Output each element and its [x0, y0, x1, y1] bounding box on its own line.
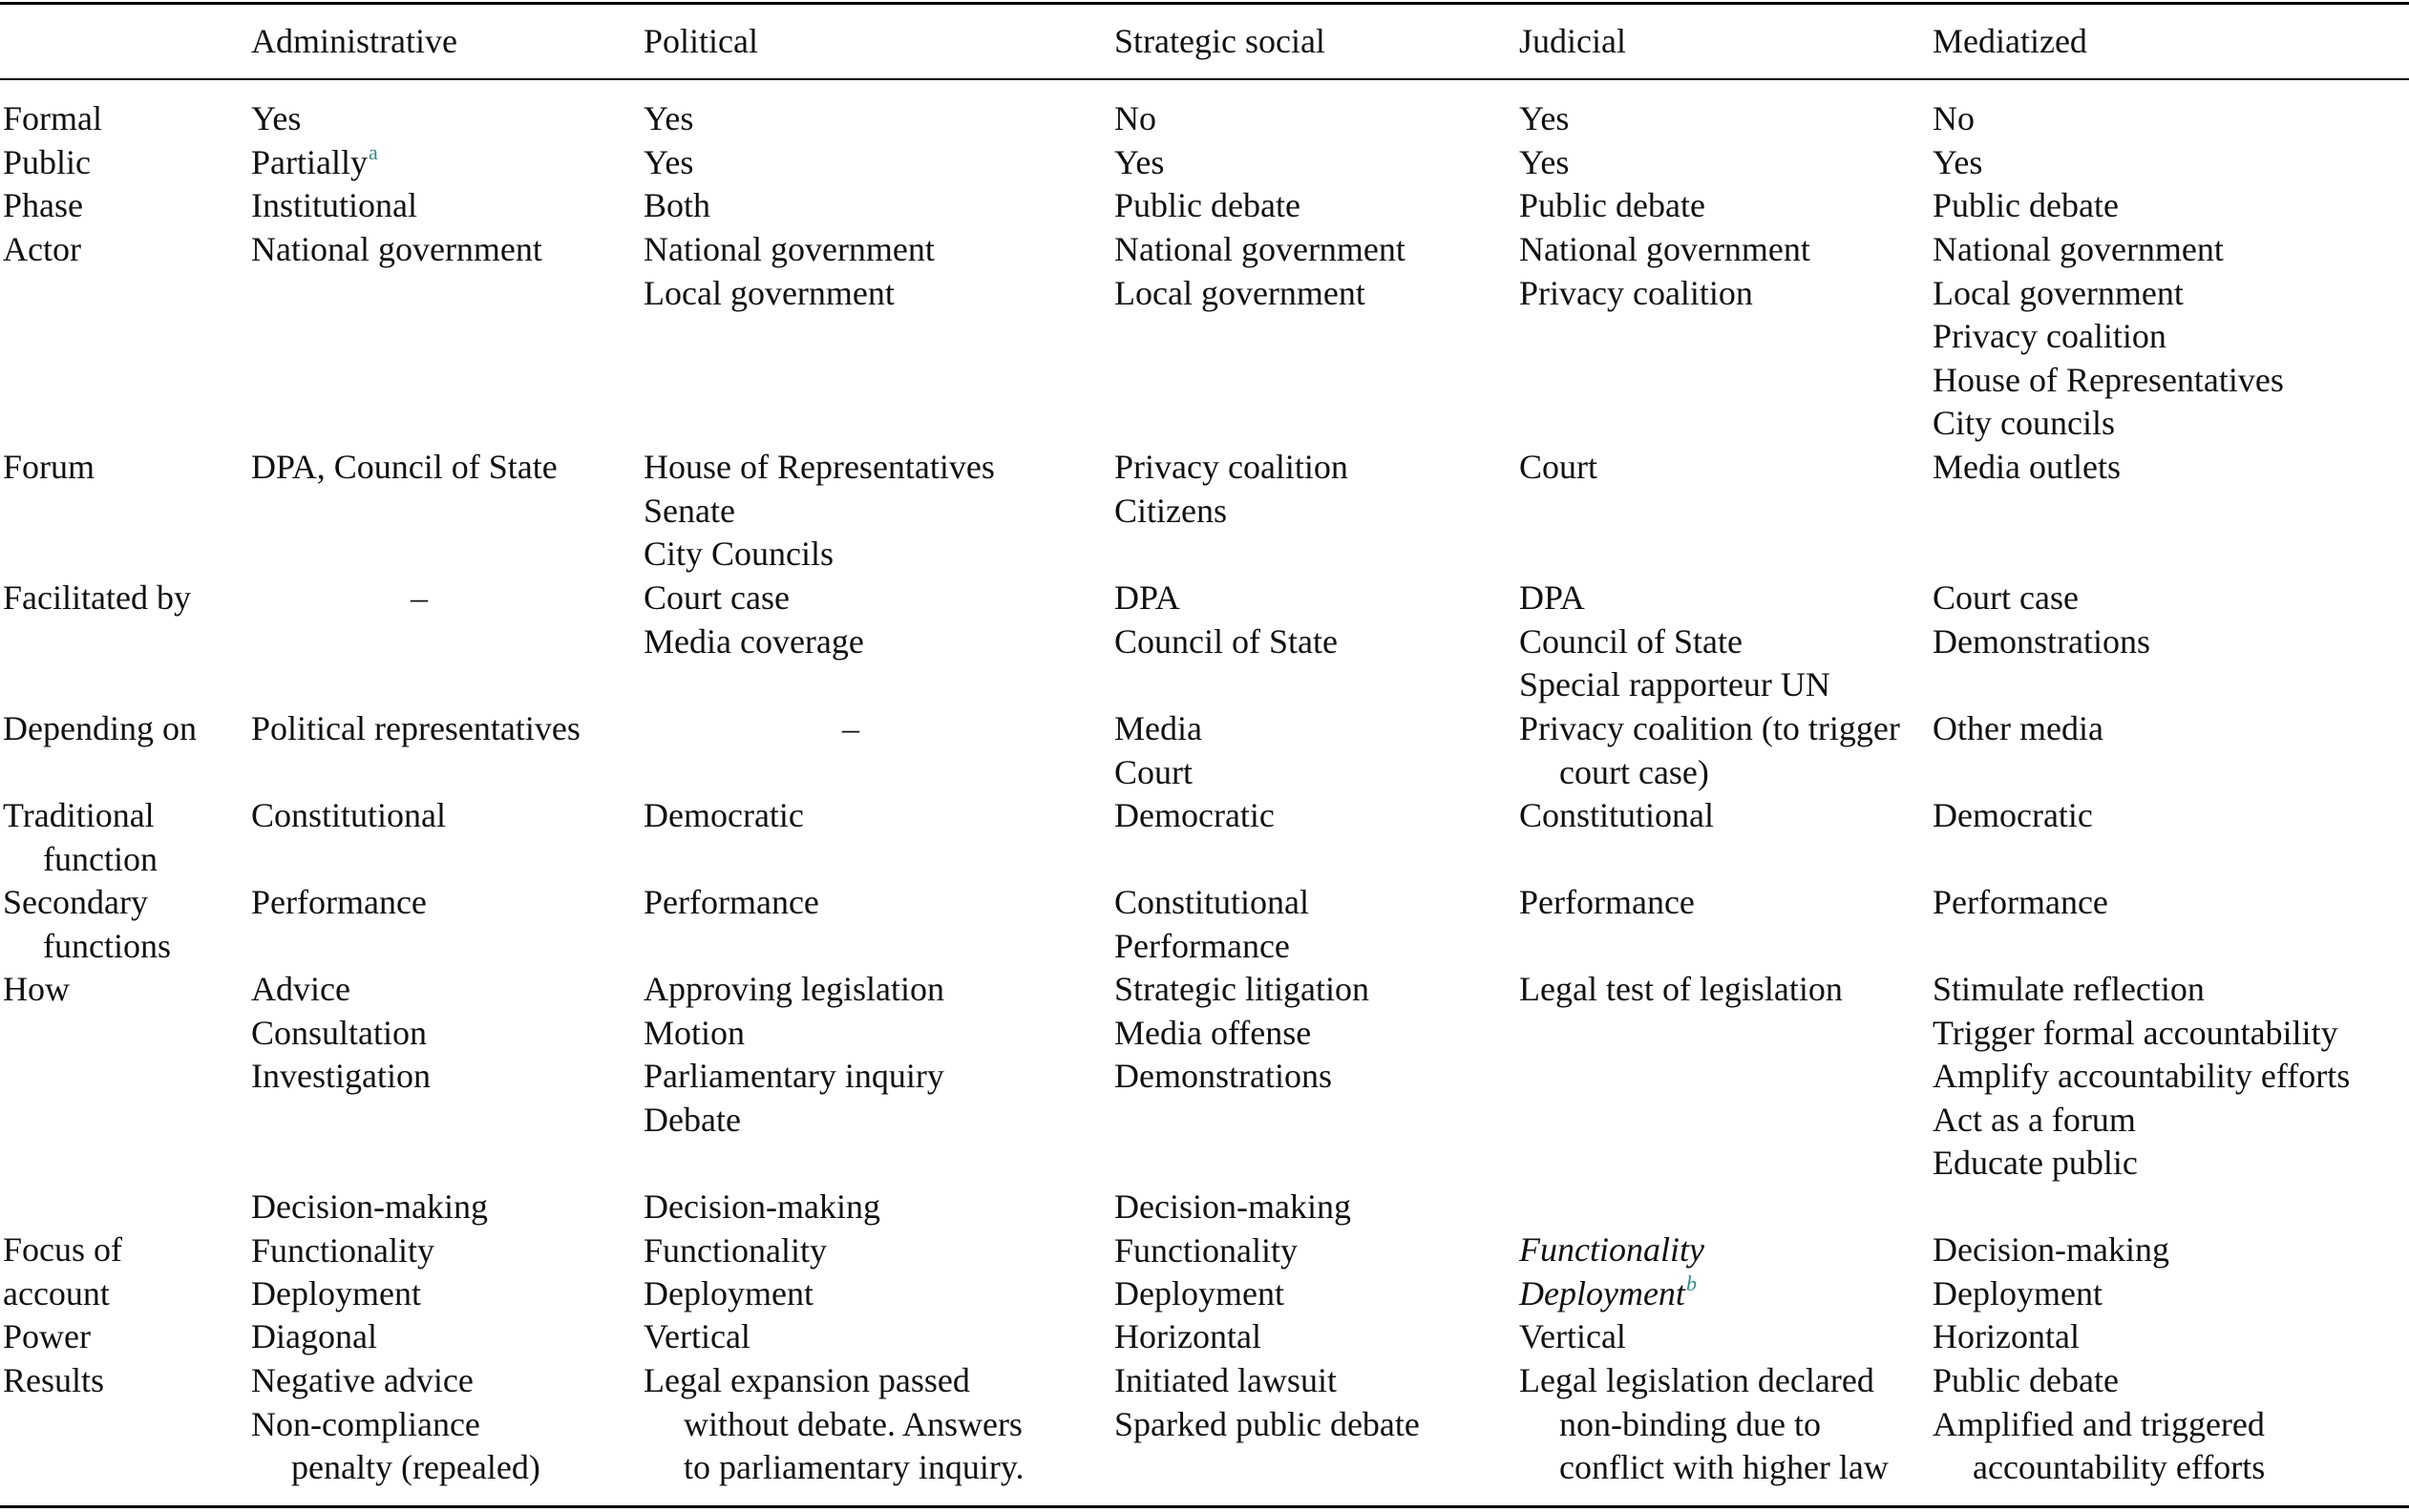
cell-depending-judicial: Privacy coalition (to trigger court case)	[1519, 709, 1900, 791]
cell-results-administrative: Negative advice Non-compliance penalty (repealed)	[251, 1361, 540, 1487]
cell-facilitated-judicial: DPA Council of State Special rapporteur UN	[1519, 578, 1830, 704]
row-label-traditional-function: Traditional function	[3, 796, 158, 878]
cell-formal-judicial: Yes	[1519, 99, 1570, 137]
cell-formal-mediatized: No	[1933, 99, 1975, 137]
cell-depending-administrative: Political representatives	[251, 709, 581, 747]
cell-facilitated-mediatized: Court case Demonstrations	[1933, 578, 2150, 661]
cell-facilitated-strategic-social: DPA Council of State	[1114, 578, 1338, 661]
cell-power-political: Vertical	[644, 1317, 750, 1355]
cell-traditional-judicial: Constitutional	[1519, 796, 1715, 834]
row-label-secondary-functions: Secondary functions	[3, 883, 171, 965]
cell-forum-administrative: DPA, Council of State	[251, 448, 558, 486]
cell-results-strategic-social: Initiated lawsuit Sparked public debate	[1114, 1361, 1420, 1443]
cell-focus-mediatized: Decision-making Deployment	[1933, 1230, 2169, 1312]
cell-formal-administrative: Yes	[251, 99, 302, 137]
cell-facilitated-political: Court case Media coverage	[644, 578, 864, 661]
cell-public-strategic-social: Yes	[1114, 143, 1165, 181]
column-header-strategic-social: Strategic social	[1114, 22, 1325, 60]
footnote-marker-b: b	[1685, 1270, 1697, 1295]
row-label-actor: Actor	[3, 230, 81, 268]
table-top-rule	[0, 2, 2409, 5]
cell-formal-strategic-social: No	[1114, 99, 1156, 137]
cell-formal-political: Yes	[644, 99, 694, 137]
cell-traditional-political: Democratic	[644, 796, 804, 834]
cell-public-administrative: Partially$^a$	[251, 140, 378, 181]
row-label-focus-of-account: Focus of account	[3, 1230, 122, 1312]
cell-phase-administrative: Institutional	[251, 186, 417, 224]
cell-public-judicial: Yes	[1519, 143, 1570, 181]
cell-forum-judicial: Court	[1519, 448, 1598, 486]
cell-forum-political: House of Representatives Senate City Councils	[644, 448, 995, 574]
row-label-depending-on: Depending on	[3, 709, 197, 747]
cell-phase-political: Both	[644, 186, 711, 224]
cell-actor-judicial: National government Privacy coalition	[1519, 230, 1810, 312]
cell-public-mediatized: Yes	[1933, 143, 1983, 181]
column-header-political: Political	[644, 22, 758, 60]
row-label-public: Public	[3, 143, 92, 181]
cell-focus-administrative: Decision-making Functionality Deployment	[251, 1187, 488, 1313]
cell-power-administrative: Diagonal	[251, 1317, 377, 1355]
table-header-rule	[0, 78, 2409, 80]
cell-focus-strategic-social: Decision-making Functionality Deployment	[1114, 1187, 1351, 1313]
cell-phase-strategic-social: Public debate	[1114, 186, 1300, 224]
cell-actor-strategic-social: National government Local government	[1114, 230, 1405, 312]
cell-results-political: Legal expansion passed without debate. Answers to parliamentary inquiry.	[644, 1361, 1025, 1487]
row-label-results: Results	[3, 1361, 105, 1399]
cell-forum-strategic-social: Privacy coalition Citizens	[1114, 448, 1348, 530]
cell-depending-mediatized: Other media	[1933, 709, 2103, 747]
cell-depending-political: –	[842, 709, 859, 747]
cell-power-judicial: Vertical	[1519, 1317, 1626, 1355]
cell-results-mediatized: Public debate Amplified and triggered accountability efforts	[1933, 1361, 2266, 1487]
cell-how-political: Approving legislation Motion Parliamentary inquiry Debate	[644, 970, 944, 1139]
row-label-forum: Forum	[3, 448, 95, 486]
cell-focus-political: Decision-making Functionality Deployment	[644, 1187, 880, 1313]
cell-depending-strategic-social: Media Court	[1114, 709, 1202, 791]
cell-actor-political: National government Local government	[644, 230, 935, 312]
cell-power-strategic-social: Horizontal	[1114, 1317, 1261, 1355]
cell-actor-mediatized: National government Local government Privacy coalition House of Representatives City councils	[1933, 230, 2284, 443]
table-bottom-rule	[0, 1505, 2409, 1508]
cell-forum-mediatized: Media outlets	[1933, 448, 2121, 486]
cell-phase-mediatized: Public debate	[1933, 186, 2119, 224]
row-label-how: How	[3, 970, 70, 1008]
cell-focus-judicial: Functionality Deployment$^b$	[1519, 1230, 1704, 1312]
cell-actor-administrative: National government	[251, 230, 542, 268]
cell-phase-judicial: Public debate	[1519, 186, 1705, 224]
row-label-facilitated-by: Facilitated by	[3, 578, 191, 617]
cell-how-mediatized: Stimulate reflection Trigger formal accountability Amplify accountability efforts Act as a forum Educate public	[1933, 970, 2351, 1183]
cell-secondary-judicial: Performance	[1519, 883, 1695, 921]
cell-results-judicial: Legal legislation declared non-binding due to conflict with higher law	[1519, 1361, 1889, 1487]
cell-secondary-political: Performance	[644, 883, 819, 921]
footnote-marker-a: a	[368, 140, 378, 164]
cell-traditional-strategic-social: Democratic	[1114, 796, 1275, 834]
cell-traditional-administrative: Constitutional	[251, 796, 447, 834]
row-label-power: Power	[3, 1317, 91, 1355]
cell-how-administrative: Advice Consultation Investigation	[251, 970, 431, 1096]
row-label-phase: Phase	[3, 186, 83, 224]
cell-how-judicial: Legal test of legislation	[1519, 970, 1843, 1008]
cell-traditional-mediatized: Democratic	[1933, 796, 2093, 834]
cell-secondary-mediatized: Performance	[1933, 883, 2108, 921]
cell-power-mediatized: Horizontal	[1933, 1317, 2080, 1355]
column-header-judicial: Judicial	[1519, 22, 1626, 60]
cell-secondary-strategic-social: Constitutional Performance	[1114, 883, 1310, 965]
column-header-administrative: Administrative	[251, 22, 457, 60]
cell-secondary-administrative: Performance	[251, 883, 427, 921]
cell-how-strategic-social: Strategic litigation Media offense Demonstrations	[1114, 970, 1369, 1096]
column-header-mediatized: Mediatized	[1933, 22, 2087, 60]
cell-facilitated-administrative: –	[411, 578, 428, 617]
cell-public-political: Yes	[644, 143, 694, 181]
row-label-formal: Formal	[3, 99, 102, 137]
